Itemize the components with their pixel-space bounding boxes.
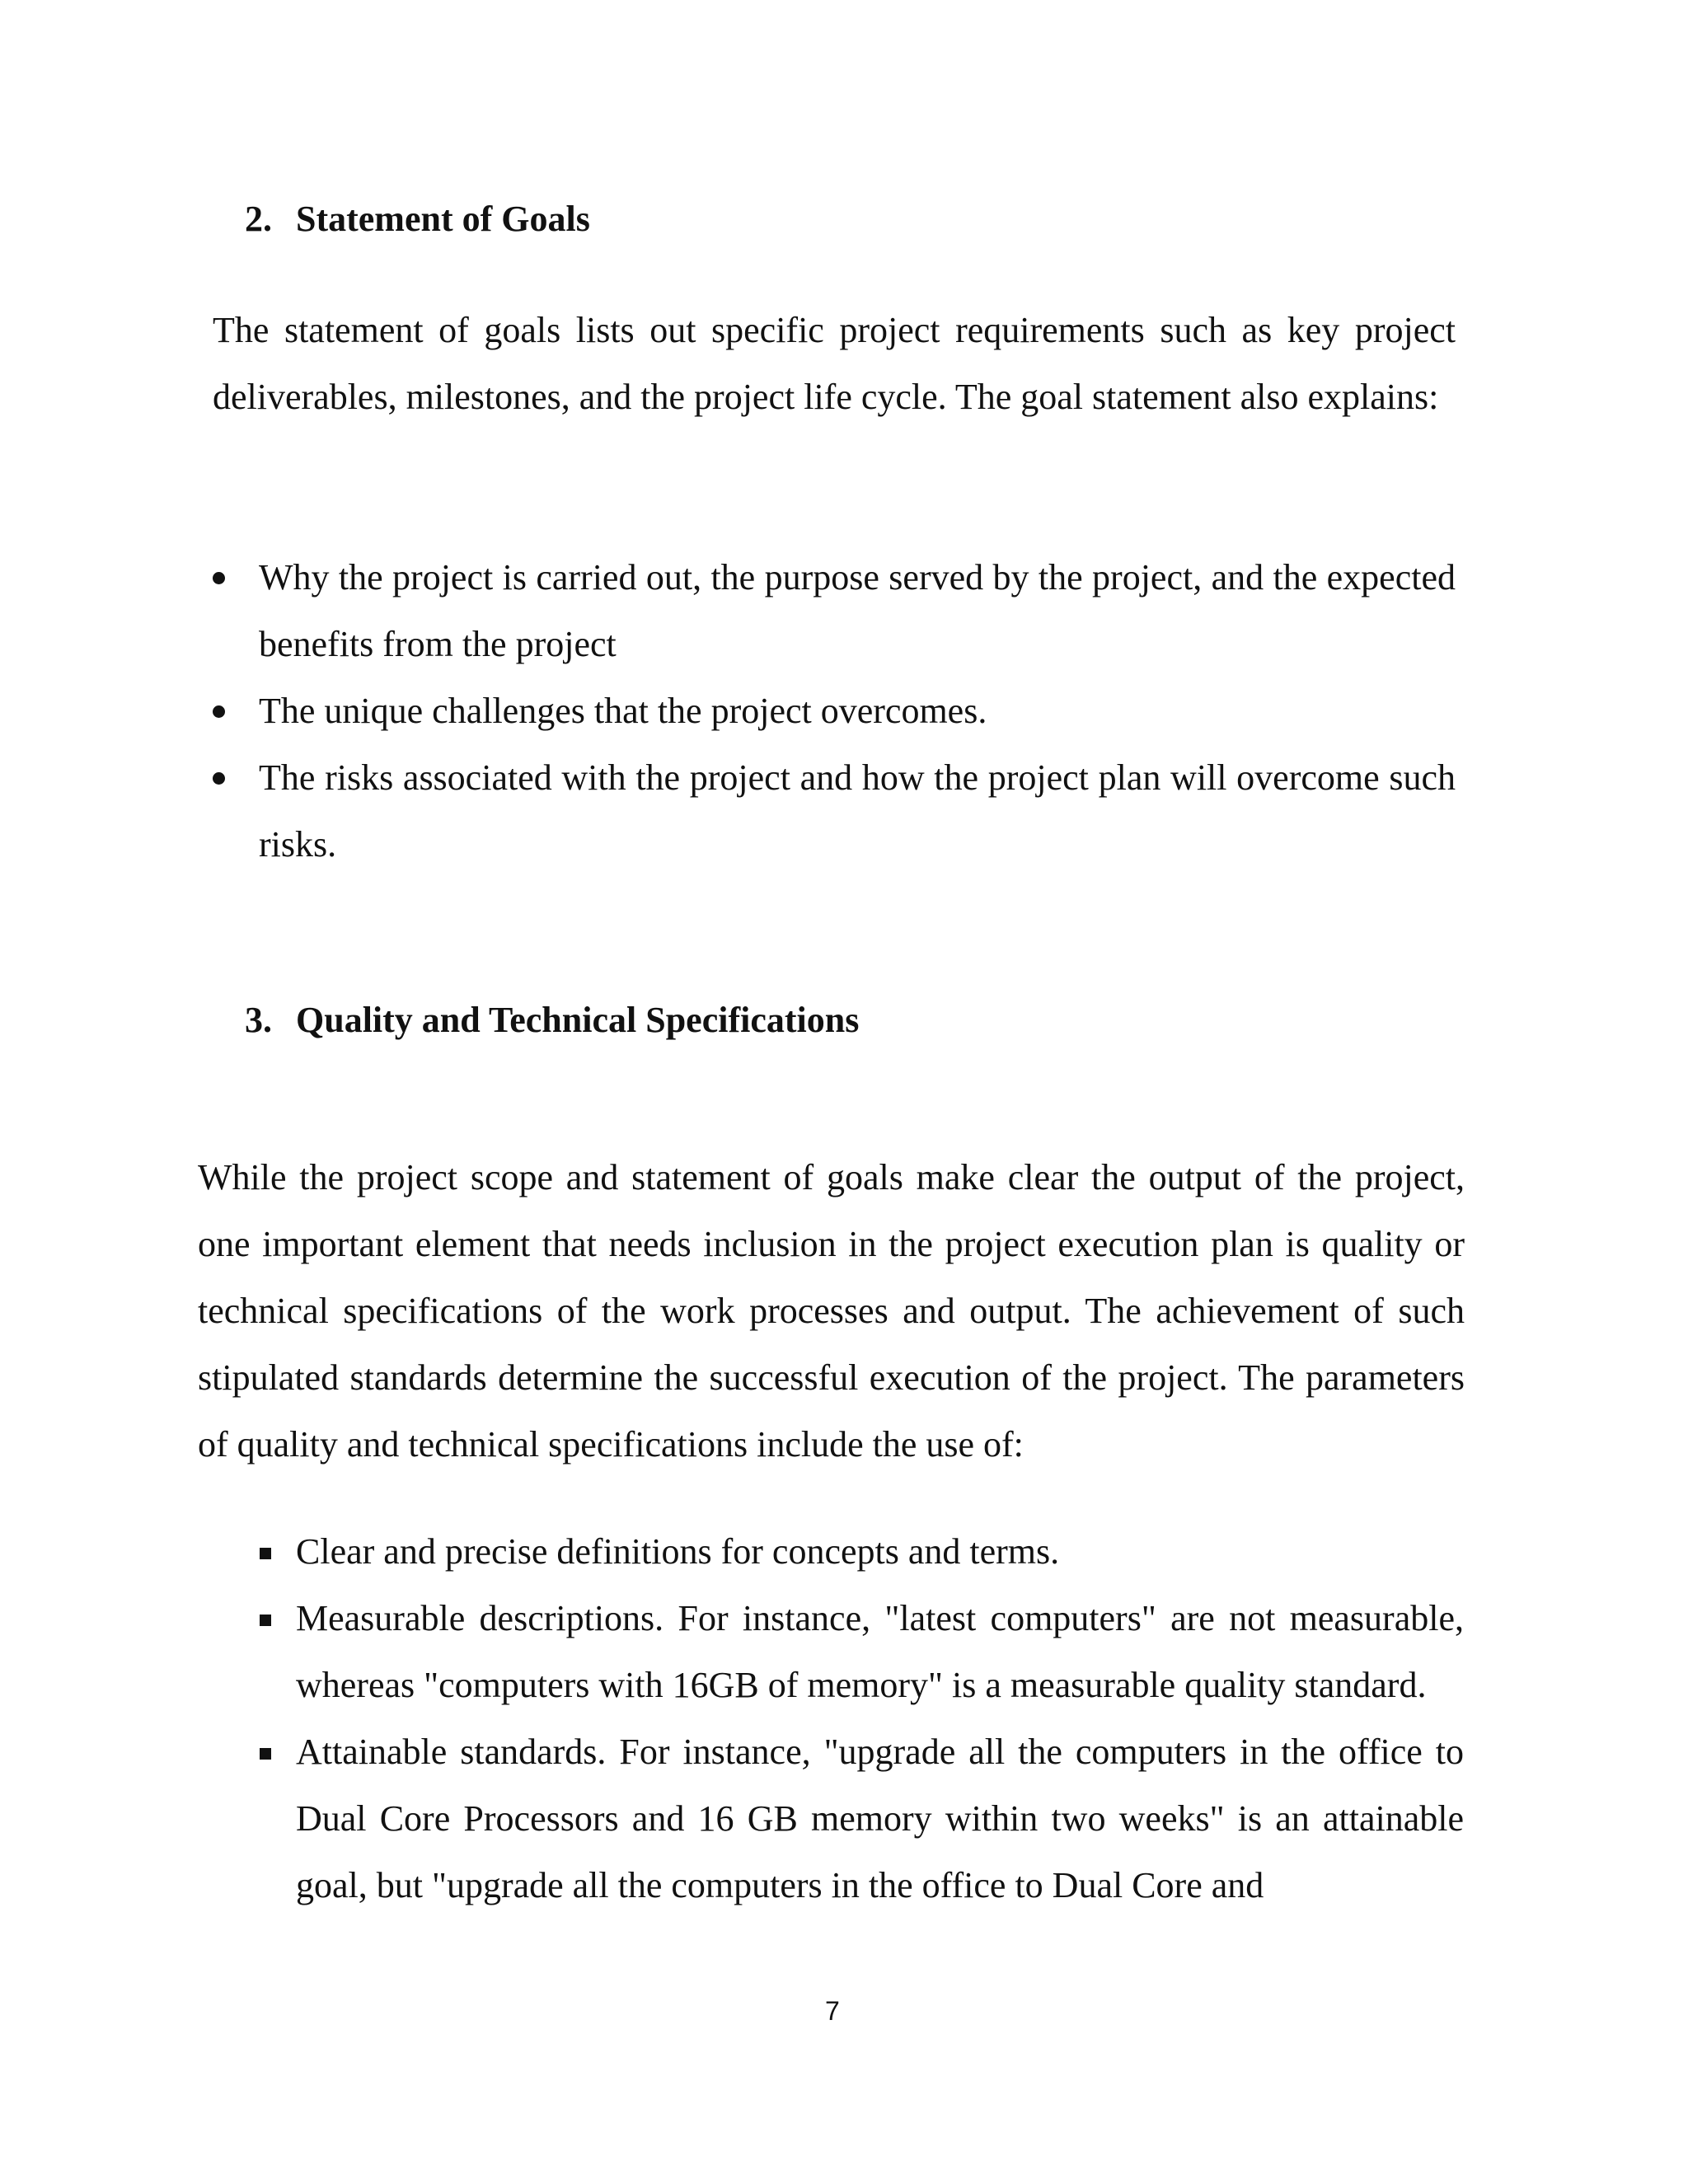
list-item [260,1518,1464,1585]
square-bullet-icon [260,1615,271,1626]
section-2-intro: The statement of goals lists out specific project requirements such as key project deliverables, milestones, and the project life cycle. The goal statement also explains: [213,310,1456,417]
list-item [213,544,1456,677]
list-item-text: The risks associated with the project and how the project plan will overcome such risks. [259,757,1456,865]
section-3-bullet-list [260,1518,1464,1919]
section-3-heading [245,996,859,1045]
section-2-bullet-list [213,544,1456,878]
list-item [260,1585,1464,1718]
list-item-text: Clear and precise definitions for concepts and terms. [296,1531,1060,1572]
bullet-icon [213,772,225,785]
list-item [213,677,1456,744]
section-2-number: 2. [245,199,272,239]
list-item-text: Attainable standards. For instance, "upgrade all the computers in the office to Dual Core Processors and 16 GB memory within two weeks" is an attainable goal, but "upgrade all the computers in the office to Dual Core and [296,1732,1464,1905]
list-item-text: The unique challenges that the project overcomes. [259,691,987,731]
section-2-heading [245,194,590,244]
square-bullet-icon [260,1548,271,1559]
section-3-intro: While the project scope and statement of goals make clear the output of the project, one important element that needs inclusion in the project execution plan is quality or technical specifications of the work processes and output. The achievement of such stipulated standards determine the successful execution of the project. The parameters of quality and technical specifications include the use of: [198,1157,1465,1465]
section-3-number: 3. [245,1000,272,1040]
list-item [213,744,1456,878]
bullet-icon [213,572,225,584]
page-number: 7 [825,1996,840,2026]
list-item-text: Measurable descriptions. For instance, "latest computers" are not measurable, whereas "computers with 16GB of memory" is a measurable quality standard. [296,1598,1464,1705]
bullet-icon [213,705,225,718]
list-item [260,1718,1464,1919]
section-2-title: Statement of Goals [296,199,590,239]
section-3-title: Quality and Technical Specifications [296,1000,860,1040]
list-item-text: Why the project is carried out, the purpose served by the project, and the expected benefits from the project [259,557,1456,664]
square-bullet-icon [260,1748,271,1760]
